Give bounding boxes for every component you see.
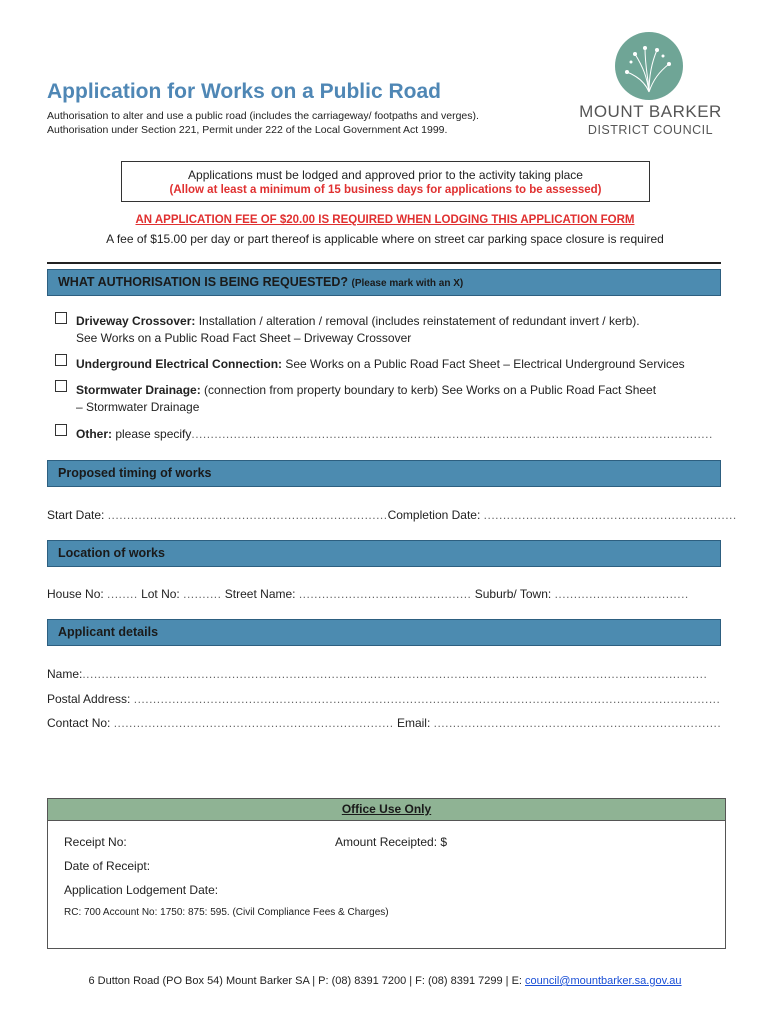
stormwater-checkbox[interactable] <box>55 380 67 392</box>
option-driveway-text: Installation / alteration / removal (includes reinstatement of redundant invert / kerb). <box>195 314 640 328</box>
office-use-title: Office Use Only <box>48 799 725 821</box>
section-authorisation-title: WHAT AUTHORISATION IS BEING REQUESTED? <box>58 275 349 289</box>
council-logo <box>568 32 733 142</box>
section-applicant-header <box>47 619 721 646</box>
option-driveway <box>76 313 726 347</box>
email-field[interactable]: ........................................................................... <box>433 716 722 730</box>
house-no-label: House No: <box>47 587 104 601</box>
parking-fee-notice: A fee of $15.00 per day or part thereof is applicable where on street car parking space closure is required <box>106 232 664 246</box>
option-electrical-text: See Works on a Public Road Fact Sheet – Electrical Underground Services <box>282 357 685 371</box>
location-row <box>47 587 689 601</box>
option-other-text: please specify <box>112 427 192 441</box>
notice-line-2: (Allow at least a minimum of 15 business days for applications to be assessed) <box>169 184 602 196</box>
other-checkbox[interactable] <box>55 424 67 436</box>
option-stormwater-text-2: – Stormwater Drainage <box>76 400 200 414</box>
completion-date-label: Completion Date: <box>387 508 481 522</box>
section-timing-title: Proposed timing of works <box>58 466 212 480</box>
lodgement-date-label: Application Lodgement Date: <box>64 883 219 897</box>
postal-address-field[interactable]: ......................................................................................................................................................... <box>133 692 721 706</box>
option-other <box>76 426 726 443</box>
dandelion-logo-icon <box>615 32 683 100</box>
email-label: Email: <box>396 716 431 730</box>
lot-no-field[interactable]: .......... <box>183 587 222 601</box>
application-fee-notice: AN APPLICATION FEE OF $20.00 IS REQUIRED WHEN LODGING THIS APPLICATION FORM <box>135 214 635 226</box>
other-specify-field[interactable]: ........................................................................................................................................ <box>191 427 713 441</box>
notice-box <box>121 161 650 202</box>
footer-email-link[interactable]: council@mountbarker.sa.gov.au <box>525 975 682 987</box>
option-stormwater-label: Stormwater Drainage: <box>76 383 201 397</box>
amount-receipted-label: Amount Receipted: $ <box>335 835 448 849</box>
lot-no-label: Lot No: <box>141 587 180 601</box>
option-other-label: Other: <box>76 427 112 441</box>
postal-address-label: Postal Address: <box>47 692 131 706</box>
section-location-header <box>47 540 721 567</box>
logo-name: MOUNT BARKER <box>579 102 722 121</box>
footer-text: 6 Dutton Road (PO Box 54) Mount Barker SA | P: (08) 8391 7200 | F: (08) 8391 7299 | E: <box>88 975 526 987</box>
office-use-box <box>47 798 726 949</box>
date-of-receipt-label: Date of Receipt: <box>64 859 151 873</box>
subtitle-line-1: Authorisation to alter and use a public road (includes the carriageway/ footpaths and verges). <box>47 110 479 122</box>
name-label: Name: <box>47 667 83 681</box>
logo-subname: DISTRICT COUNCIL <box>587 123 714 137</box>
section-authorisation-hint: (Please mark with an X) <box>351 278 464 289</box>
section-location-title: Location of works <box>58 546 165 560</box>
option-electrical-label: Underground Electrical Connection: <box>76 357 283 371</box>
contact-no-label: Contact No: <box>47 716 111 730</box>
suburb-field[interactable]: ................................... <box>554 587 689 601</box>
contact-row <box>47 716 721 730</box>
contact-no-field[interactable]: ......................................................................... <box>113 716 394 730</box>
account-code: RC: 700 Account No: 1750: 875: 595. (Civil Compliance Fees & Charges) <box>64 907 389 918</box>
footer-contact <box>0 975 770 987</box>
option-driveway-label: Driveway Crossover: <box>76 314 196 328</box>
start-date-field[interactable]: ......................................................................... <box>107 508 388 522</box>
postal-row <box>47 692 720 706</box>
receipt-no-label: Receipt No: <box>64 835 127 849</box>
section-authorisation-header <box>47 269 721 296</box>
completion-date-field[interactable]: .................................................................. <box>483 508 737 522</box>
notice-line-1: Applications must be lodged and approved prior to the activity taking place <box>188 168 583 182</box>
page-title: Application for Works on a Public Road <box>47 80 441 103</box>
option-stormwater-text: (connection from property boundary to kerb) See Works on a Public Road Fact Sheet <box>200 383 657 397</box>
option-driveway-text-2: See Works on a Public Road Fact Sheet – Driveway Crossover <box>76 331 412 345</box>
name-field[interactable]: ................................................................................................................................................................... <box>82 667 708 681</box>
electrical-checkbox[interactable] <box>55 354 67 366</box>
name-row <box>47 667 707 681</box>
divider <box>47 262 721 264</box>
option-electrical <box>76 356 726 373</box>
section-timing-header <box>47 460 721 487</box>
subtitle-line-2: Authorisation under Section 221, Permit under 222 of the Local Government Act 1999. <box>47 124 448 136</box>
start-date-label: Start Date: <box>47 508 105 522</box>
street-name-field[interactable]: ............................................. <box>298 587 472 601</box>
section-applicant-title: Applicant details <box>58 625 159 639</box>
street-name-label: Street Name: <box>224 587 296 601</box>
timing-row <box>47 508 737 522</box>
house-no-field[interactable]: ........ <box>107 587 138 601</box>
option-stormwater <box>76 382 726 416</box>
driveway-checkbox[interactable] <box>55 312 67 324</box>
suburb-label: Suburb/ Town: <box>474 587 552 601</box>
